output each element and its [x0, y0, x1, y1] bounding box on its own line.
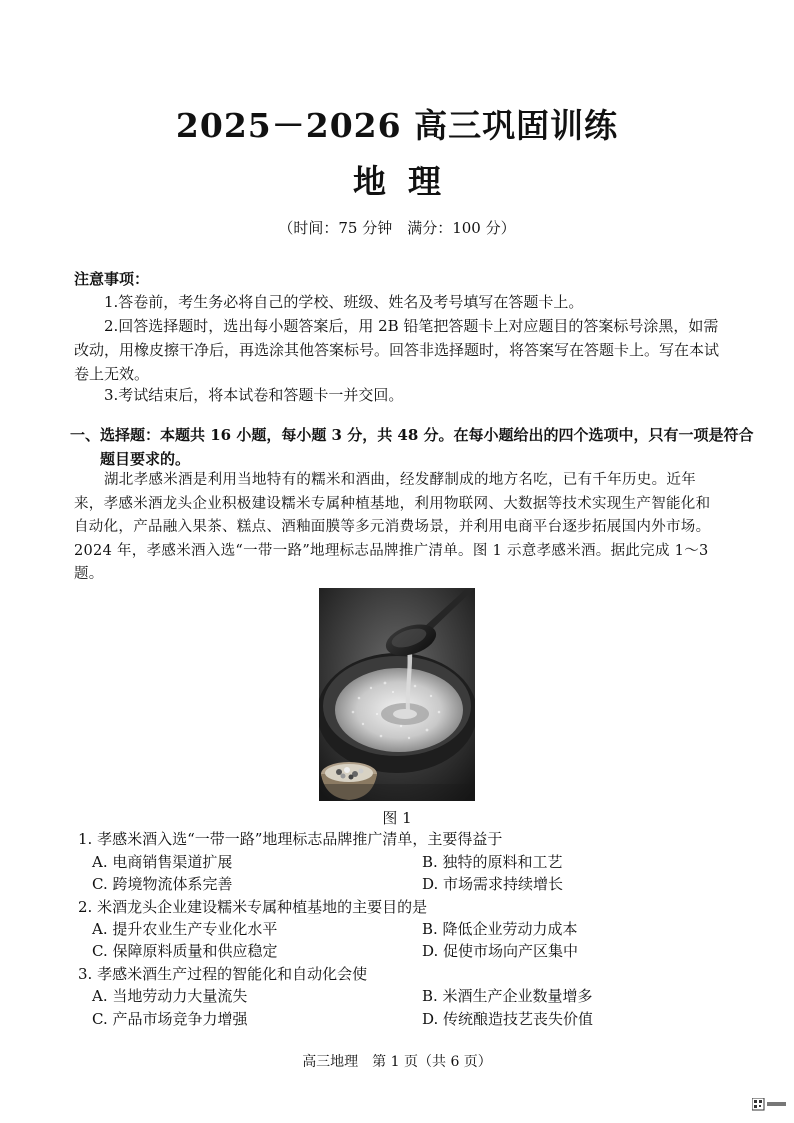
option-d: D. 传统酿造技艺丧失价值: [422, 1010, 594, 1028]
option-d: D. 促使市场向产区集中: [422, 942, 579, 960]
figure-caption: 图 1: [382, 809, 412, 827]
section-heading: 一、选择题：本题共 16 小题，每小题 3 分，共 48 分。在每小题给出的四个选项中，只有一项是符合题目要求的。: [70, 426, 754, 468]
question-stem: 3. 孝感米酒生产过程的智能化和自动化会使: [78, 965, 368, 983]
note-item: 1.答卷前，考生务必将自己的学校、班级、姓名及考号填写在答题卡上。: [104, 293, 584, 311]
qr-code-icon: [752, 1097, 788, 1111]
option-a: A. 提升农业生产专业化水平: [92, 920, 278, 938]
note-item: 3.考试结束后，将本试卷和答题卡一并交回。: [104, 386, 404, 404]
time-info: （时间：75 分钟 满分：100 分）: [278, 219, 516, 237]
option-c: C. 产品市场竞争力增强: [92, 1010, 248, 1028]
rice-wine-photo: [319, 588, 475, 801]
notes-heading: 注意事项：: [74, 270, 150, 288]
option-a: A. 当地劳动力大量流失: [92, 987, 248, 1005]
option-d: D. 市场需求持续增长: [422, 875, 564, 893]
reading-passage: 湖北孝感米酒是利用当地特有的糯米和酒曲，经发酵制成的地方名吃，已有千年历史。近年来，孝感米酒龙头企业积极建设糯米专属种植基地，利用物联网、大数据等技术实现生产智能化和自动化，产品融入果茶、糕点、酒釉面膜等多元消费场景，并利用电商平台逐步拓展国内外市场。2024 年，孝感米酒入选“一带一路”地理标志品牌推广清单。图 1 示意孝感米酒。据此完成 1～3 题。: [74, 472, 711, 582]
option-b: B. 降低企业劳动力成本: [422, 920, 578, 938]
subject-title: 地理: [353, 162, 463, 201]
option-c: C. 跨境物流体系完善: [92, 875, 233, 893]
option-a: A. 电商销售渠道扩展: [92, 853, 233, 871]
question-stem: 2. 米酒龙头企业建设糯米专属种植基地的主要目的是: [78, 898, 428, 916]
question-stem: 1. 孝感米酒入选“一带一路”地理标志品牌推广清单，主要得益于: [78, 830, 503, 848]
option-c: C. 保障原料质量和供应稳定: [92, 942, 278, 960]
note-item: 2.回答选择题时，选出每小题答案后，用 2B 铅笔把答题卡上对应题目的答案标号涂黑，如需改动，用橡皮擦干净后，再选涂其他答案标号。回答非选择题时，将答案写在答题卡上。写在本试卷上无效。: [74, 317, 720, 383]
option-b: B. 独特的原料和工艺: [422, 853, 563, 871]
page-footer: 高三地理 第 1 页（共 6 页）: [302, 1054, 492, 1070]
option-b: B. 米酒生产企业数量增多: [422, 987, 593, 1005]
exam-title: 2025－2026 高三巩固训练: [175, 106, 619, 145]
